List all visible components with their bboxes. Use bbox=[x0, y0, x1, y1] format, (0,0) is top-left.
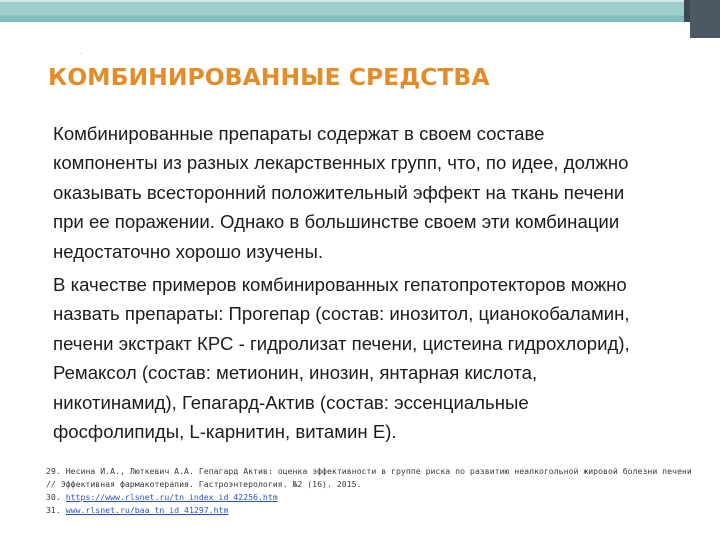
paragraph-combined-drugs: Комбинированные препараты содержат в своем составе компоненты из разных лекарственных групп, что, по идее, должно оказывать всесторонний положительный эффект на ткань печени при ее поражении. Однако в большинстве своем эти комбинации недостаточно хорошо изучены. bbox=[53, 123, 629, 262]
footnote-text: Несина И.А., Люткевич А.А. Гепагард Актив: оценка эффективности в группе риска по развитию неалкогольной жировой болезни печени bbox=[65, 466, 692, 476]
footnotes bbox=[46, 465, 714, 517]
footnote-link[interactable]: www.rlsnet.ru/baa_tn_id_41297.htm bbox=[65, 505, 229, 515]
corner-accent-block bbox=[690, 0, 720, 38]
footnote-29 bbox=[46, 465, 714, 478]
slide-title: КОМБИНИРОВАННЫЕ СРЕДСТВА bbox=[48, 63, 490, 91]
dot-mark: . bbox=[80, 50, 82, 56]
footnote-number: 30. bbox=[46, 492, 61, 502]
footnote-link[interactable]: https://www.rlsnet.ru/tn_index_id_42256.htm bbox=[65, 492, 278, 502]
footnote-number: 29. bbox=[46, 466, 61, 476]
footnote-number: 31. bbox=[46, 505, 61, 515]
footnote-30 bbox=[46, 491, 714, 504]
top-decorative-bar bbox=[0, 0, 720, 22]
footnote-31 bbox=[46, 504, 714, 517]
footnote-text: // Эффективная фармакотерапия. Гастроэнтерология. №2 (16). 2015. bbox=[46, 479, 362, 489]
paragraph-examples: В качестве примеров комбинированных гепатопротекторов можно назвать препараты: Прогепар (состав: инозитол, цианокобаламин, печени экстракт КРС - гидролизат печени, цистеина гидрохлорид), Ремаксол (состав: метионин, инозин, янтарная кислота, никотинамид), Гепагард-Актив (состав: эссенциальные фосфолипиды, L-карнитин, витамин Е). bbox=[53, 274, 630, 443]
footnote-29-continuation bbox=[46, 478, 714, 491]
